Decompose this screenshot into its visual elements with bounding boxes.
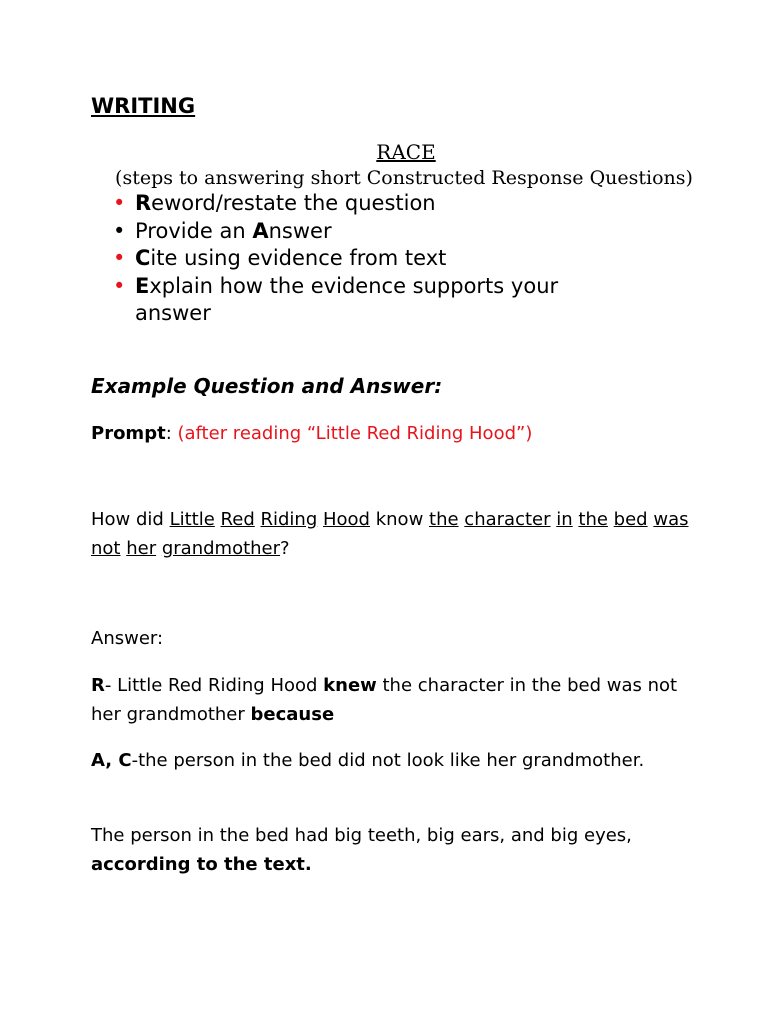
bullet-icon: •	[113, 191, 126, 215]
step-text: ite using evidence from text	[150, 246, 447, 270]
prompt-label: Prompt	[91, 423, 166, 444]
race-step-explain	[113, 273, 613, 328]
bullet-icon: •	[113, 246, 126, 270]
race-subtitle: (steps to answering short Constructed Response Questions)	[115, 167, 693, 189]
race-step-reword	[113, 190, 613, 218]
page-heading: WRITING	[91, 94, 196, 118]
step-text: nswer	[268, 218, 332, 243]
answer-evidence-paragraph: The person in the bed had big teeth, big ears, and big eyes, according to the text.	[91, 825, 632, 875]
step-letter: E	[135, 273, 150, 298]
answer-ac-paragraph: A, C-the person in the bed did not look like her grandmother.	[91, 750, 645, 771]
race-step-answer	[113, 218, 613, 246]
example-title: Example Question and Answer:	[91, 374, 443, 398]
prompt-text: (after reading “Little Red Riding Hood”)	[177, 423, 533, 444]
step-text-pre: Provide an	[135, 218, 253, 243]
answer-r-paragraph: R- Little Red Riding Hood knew the character in the bed was not her grandmother because	[91, 675, 678, 725]
bullet-icon: •	[113, 273, 126, 298]
bullet-icon: •	[113, 218, 126, 243]
example-question: How did Little Red Riding Hood know the character in the bed was not her grandmother?	[91, 509, 689, 559]
step-letter: R	[135, 191, 152, 215]
step-letter: C	[135, 246, 151, 270]
prompt-line: Prompt: (after reading “Little Red Riding Hood”)	[91, 423, 533, 444]
answer-label: Answer:	[91, 628, 164, 649]
step-letter: A	[252, 218, 269, 243]
race-step-cite	[113, 245, 613, 273]
step-text: xplain how the evidence supports your answer	[135, 273, 559, 325]
race-title: RACE	[376, 140, 436, 164]
step-text: eword/restate the question	[151, 191, 436, 215]
race-steps-list	[113, 190, 613, 328]
r-label: R	[91, 675, 105, 696]
ac-label: A, C	[91, 750, 132, 771]
